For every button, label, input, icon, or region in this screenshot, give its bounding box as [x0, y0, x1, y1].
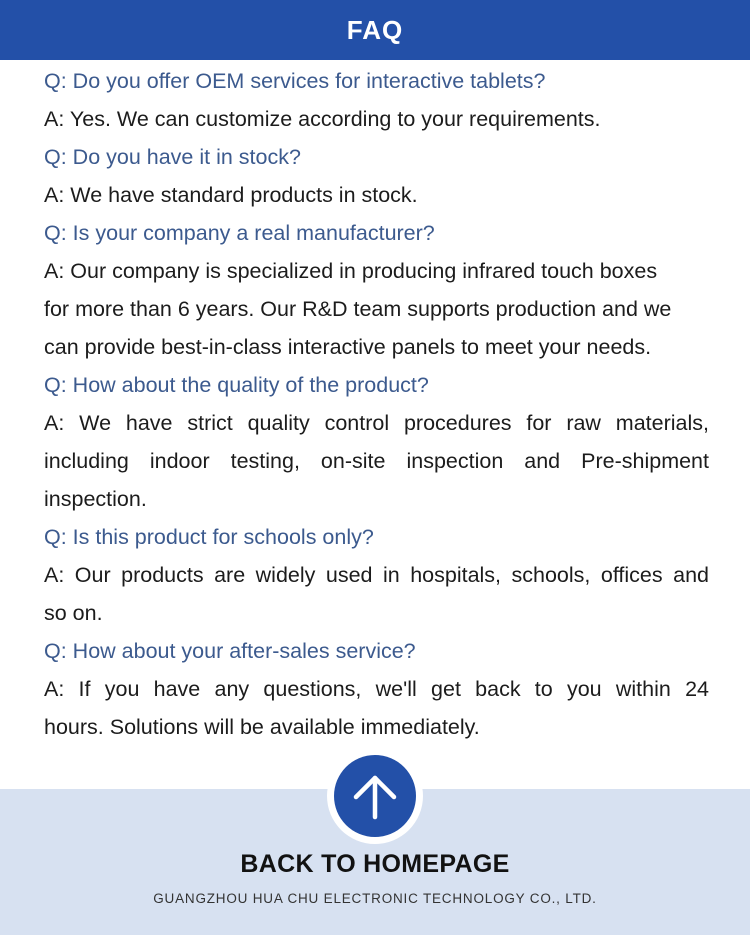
faq-answer-line: including indoor testing, on-site inspection and Pre-shipment	[44, 449, 709, 473]
back-to-homepage-link[interactable]: BACK TO HOMEPAGE	[240, 850, 510, 878]
back-to-top-button[interactable]	[327, 748, 423, 844]
arrow-up-icon	[350, 771, 400, 821]
faq-answer-line: A: We have standard products in stock.	[44, 183, 418, 207]
faq-answer-line: can provide best-in-class interactive panels to meet your needs.	[44, 335, 652, 359]
faq-header	[0, 0, 750, 60]
faq-question: Q: How about the quality of the product?	[44, 373, 429, 397]
company-name: GUANGZHOU HUA CHU ELECTRONIC TECHNOLOGY CO., LTD.	[153, 891, 597, 906]
faq-question: Q: How about your after-sales service?	[44, 639, 416, 663]
faq-answer-line: so on.	[44, 601, 103, 625]
back-to-top-circle[interactable]	[334, 755, 416, 837]
faq-answer-line: inspection.	[44, 487, 147, 511]
faq-question: Q: Do you offer OEM services for interactive tablets?	[44, 69, 546, 93]
faq-answer-line: A: If you have any questions, we'll get back to you within 24	[44, 677, 709, 701]
faq-answer-line: A: Our products are widely used in hospitals, schools, offices and	[44, 563, 709, 587]
faq-list	[44, 62, 709, 746]
faq-question: Q: Is your company a real manufacturer?	[44, 221, 435, 245]
faq-answer-line: A: Yes. We can customize according to your requirements.	[44, 107, 601, 131]
faq-answer-line: A: Our company is specialized in producing infrared touch boxes	[44, 259, 658, 283]
faq-answer-line: for more than 6 years. Our R&D team supports production and we	[44, 297, 672, 321]
faq-question: Q: Is this product for schools only?	[44, 525, 374, 549]
page-title: FAQ	[346, 14, 404, 45]
faq-question: Q: Do you have it in stock?	[44, 145, 301, 169]
faq-answer-line: A: We have strict quality control procedures for raw materials,	[44, 411, 709, 435]
faq-answer-line: hours. Solutions will be available immediately.	[44, 715, 480, 739]
